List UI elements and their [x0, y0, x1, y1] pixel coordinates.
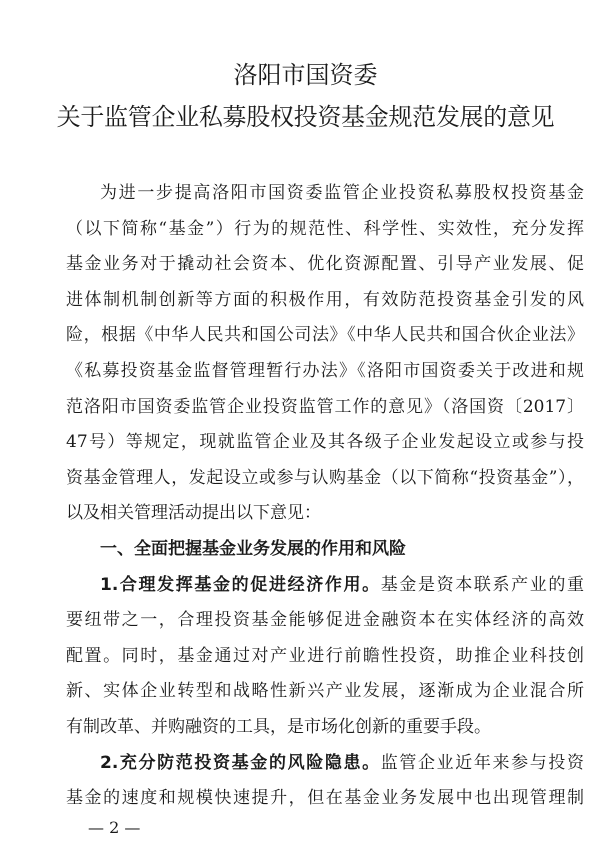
- document-title-line2: 关于监管企业私募股权投资基金规范发展的意见: [56, 103, 555, 131]
- document-body: [66, 176, 584, 817]
- para1-line: 有制改革、并购融资的工具，是市场化创新的重要手段。: [66, 716, 491, 737]
- document-title-line1: 洛阳市国资委: [233, 61, 378, 89]
- para2-lead-rest: 监管企业近年来参与投资: [380, 752, 584, 773]
- page-number: — 2 —: [88, 818, 141, 837]
- intro-line: 险，根据《中华人民共和国公司法》《中华人民共和国合伙企业法》: [66, 325, 584, 346]
- intro-line: 基金业务对于撬动社会资本、优化资源配置、引导产业发展、促: [66, 254, 584, 275]
- para1-line: 新、实体企业转型和战略性新兴产业发展，逐渐成为企业混合所: [66, 681, 584, 702]
- intro-line: （以下简称“基金”）行为的规范性、科学性、实效性，充分发挥: [66, 218, 584, 239]
- intro-line: 以及相关管理活动提出以下意见：: [66, 503, 321, 524]
- para2-line: 基金的速度和规模快速提升，但在基金业务发展中也出现管理制: [66, 788, 584, 809]
- intro-line: 为进一步提高洛阳市国资委监管企业投资私募股权投资基金: [100, 183, 584, 203]
- para1-lead: 1.合理发挥基金的促进经济作用。: [100, 574, 381, 595]
- intro-line: 进体制机制创新等方面的积极作用，有效防范投资基金引发的风: [66, 289, 584, 310]
- para1-line: 要纽带之一，合理投资基金能够促进金融资本在实体经济的高效: [66, 610, 584, 631]
- para2-lead: 2.充分防范投资基金的风险隐患。: [100, 752, 381, 773]
- intro-line: 47号）等规定，现就监管企业及其各级子企业发起设立或参与投: [66, 432, 584, 453]
- para1-lead-rest: 基金是资本联系产业的重: [380, 574, 584, 595]
- section-heading: 一、全面把握基金业务发展的作用和风险: [100, 538, 406, 559]
- intro-line: 范洛阳市国资委监管企业投资监管工作的意见》（洛国资〔2017〕: [66, 396, 584, 417]
- para1-line: 配置。同时，基金通过对产业进行前瞻性投资，助推企业科技创: [66, 645, 584, 666]
- para1-line1: [66, 568, 584, 604]
- intro-line: 《私募投资基金监督管理暂行办法》《洛阳市国资委关于改进和规: [66, 360, 584, 381]
- intro-line: 资基金管理人，发起设立或参与认购基金（以下简称“投资基金”），: [66, 467, 584, 488]
- para2-line1: [66, 746, 584, 782]
